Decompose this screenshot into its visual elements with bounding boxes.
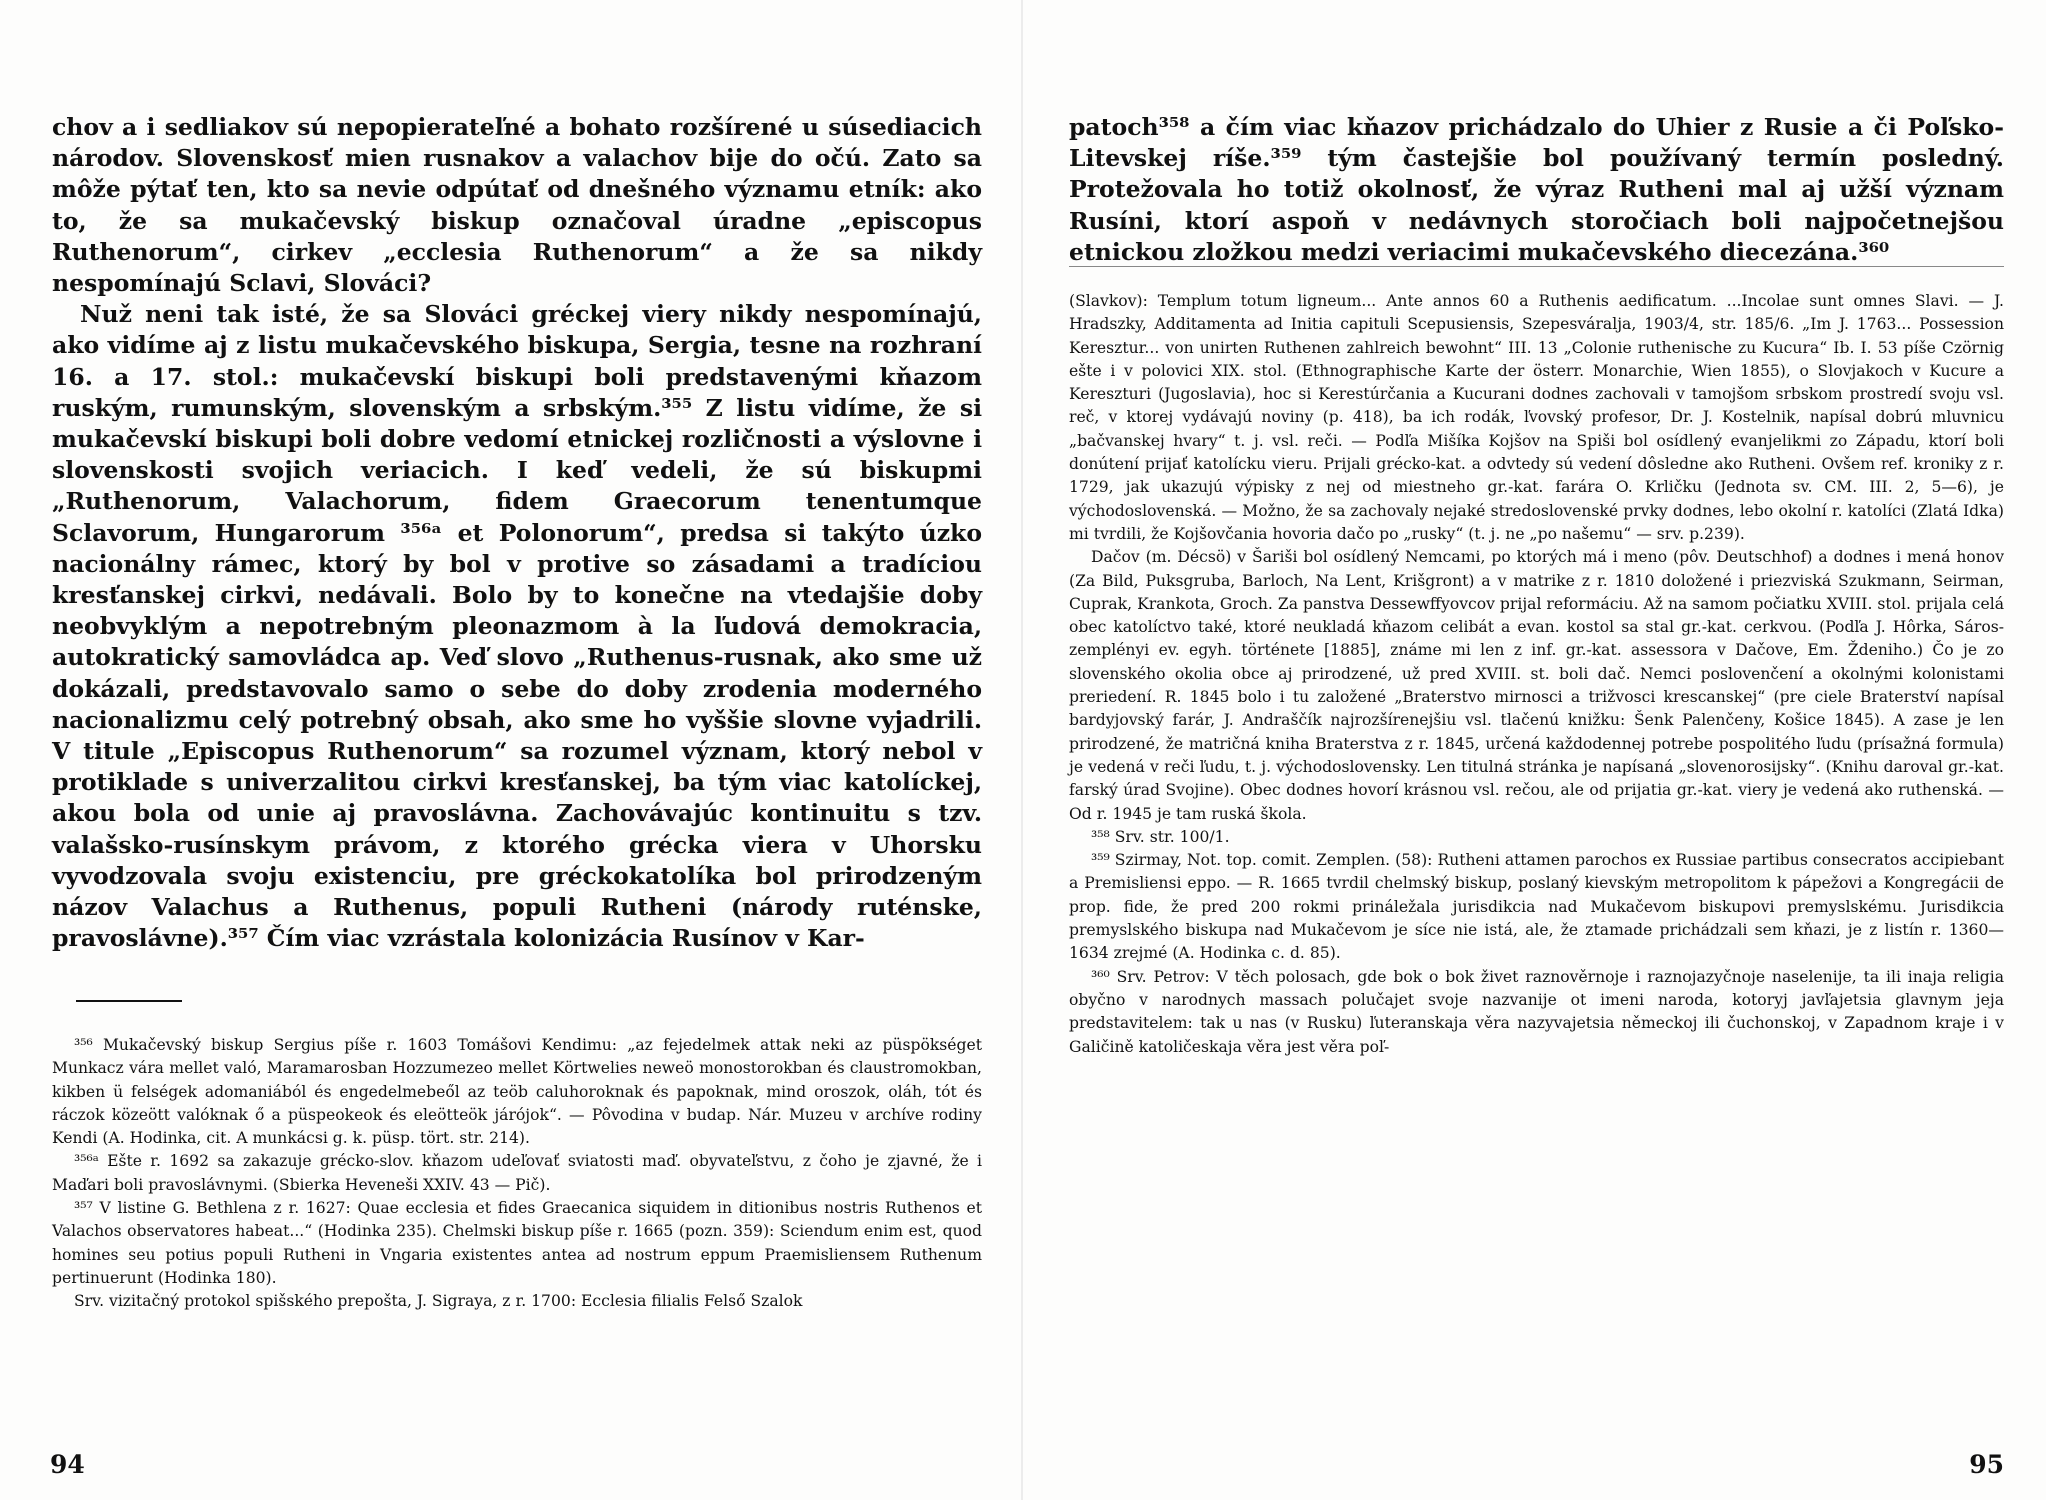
footnote-rule <box>1069 266 2004 267</box>
page-number: 94 <box>50 1450 85 1479</box>
footnote: ³⁵⁹ Szirmay, Not. top. comit. Zemplen. (58): Rutheni attamen parochos ex Russiae partibus consecratos accipiebant a Premisliensi eppo. — R. 1665 tvrdil chelmský biskup, poslaný kievským metropolitom k pápežovi a Kongregácii de prop. fide, že pred 200 rokmi prináležala jurisdikcia nad Mukačevom biskupovi premyslskému. Jurisdikcia premyslského biskupa nad Mukačevom je síce nie istá, ale, že ztamade prichádzali sem kňazi, je z listín r. 1360—1634 zrejmé (A. Hodinka c. d. 85). <box>1069 851 2004 963</box>
footnote: (Slavkov): Templum totum ligneum... Ante annos 60 a Ruthenis aedificatum. ...Incolae sunt omnes Slavi. — J. Hradszky, Additamenta ad Initia capituli Scepusiensis, Szepesváralja, 1903/4, str. 185/6. „Im J. 1763... Possession Keresztur... von unirten Ruthenen zahlreich bewohnt“ III. 13 „Colonie ruthenische zu Kucura“ Ib. I. 53 píše Czörnig ešte i v polovici XIX. stol. (Ethnographische Karte der österr. Monarchie, Wien 1855), o Slovjakoch v Kucure a Kereszturi (Jugoslavia), hoc si Kerestúrčania a Kucurani dodnes zachovali v tamojšom srbskom prostredí svoju vsl. reč, v ktorej vydávajú noviny (p. 418), ba ich rodák, ľvovský profesor, Dr. J. Kostelnik, napísal dobrú mluvnicu „bačvanskej hvary“ t. j. vsl. reči. — Podľa Mišíka Kojšov na Spiši bol osídlený evanjelikmi zo Západu, ktorí boli donútení prijať katolícku vieru. Prijali grécko-kat. a odvtedy sú vedení dôsledne ako Rutheni. Ovšem ref. kroniky z r. 1729, jak ukazujú výpisky z nej od miestneho gr.-kat. farára O. Krličku (Jednota sv. CM. III. 2, 5—6), je východoslovenská. — Možno, že sa zachovaly nejaké stredoslovenské prvky dodnes, lebo okolní r. katolíci (Zlatá Idka) mi tvrdili, že Kojšovčania hovoria dačo po „rusky“ (t. j. ne „po našemu“ — srv. p.239). <box>1069 292 2004 543</box>
footnote: ³⁵⁸ Srv. str. 100/1. <box>1091 827 1230 846</box>
right-footnotes <box>1069 290 2004 1059</box>
footnote: Dačov (m. Décsö) v Šariši bol osídlený Nemcami, po ktorých má i meno (pôv. Deutschhof) a dodnes i mená honov (Za Bild, Puksgruba, Barloch, Na Lent, Krišgront) a v matrike z r. 1810 doložené i priezviská Szukmann, Seirman, Cuprak, Krankota, Groch. Za panstva Dessewffyovcov prijal reformáciu. Až na samom počiatku XVIII. stol. prijala celá obec katolíctvo také, ktoré neukladá kňazom celibát a evan. kostol sa stal gr.-kat. cerkvou. (Podľa J. Hôrka, Sáros-zemplényi ev. egyh. története [1885], známe mi len z inf. gr.-kat. assessora v Dačove, Em. Ždeniho.) Čo je zo slovenského okolia obce aj prirodzené, už pred XVIII. st. boli dač. Nemci poslovenčení a okolnými kolonistami preriedení. R. 1845 bolo i tu založené „Braterstvo mirnosci a trižvosci krescanskej“ (pre ciele Braterství napísal bardyjovský farár, J. Andraščík najrozšírenejšiu vsl. tlačenú knižku: Šenk Palenčeny, Košice 1845). A zase je len prirodzené, že matričná kniha Braterstva z r. 1845, určená každodennej potrebe pospolitého ľudu (prísažná formula) je vedená v reči ľudu, t. j. východoslovensky. Len titulná stránka je napísaná „slovenorosijsky“. (Knihu daroval gr.-kat. farský úrad Svojine). Obec dodnes hovorí krásnou vsl. rečou, ale od prijatia gr.-kat. viery je vedená ako ruthenská. — Od r. 1945 je tam ruská škola. <box>1069 548 2004 823</box>
main-paragraph: Nuž neni tak isté, že sa Slováci gréckej viery nikdy nespomínajú, ako vidíme aj z listu mukačevského biskupa, Sergia, tesne na rozhraní 16. a 17. stol.: mukačevskí biskupi boli predstavenými kňazom ruským, rumunským, slovenským a srbským.³⁵⁵ Z listu vidíme, že si mukačevskí biskupi boli dobre vedomí etnickej rozličnosti a výslovne i slovenskosti svojich veriacich. I keď vedeli, že sú biskupmi „Ruthenorum, Valachorum, fidem Graecorum tenentumque Sclavorum, Hungarorum ³⁵⁶ᵃ et Polonorum“, predsa si takýto úzko nacionálny rámec, ktorý by bol v protive so zásadami a tradíciou kresťanskej cirkvi, nedávali. Bolo by to konečne na vtedajšie doby neobvyklým a nepotrebným pleonazmom à la ľudová demokracia, autokratický samovládca ap. Veď slovo „Ruthenus-rusnak, ako sme už dokázali, predstavovalo samo o sebe do doby zrodenia moderného nacionalizmu celý potrebný obsah, ako sme ho vyššie slovne vyjadrili. V titule „Episcopus Ruthenorum“ sa rozumel význam, ktorý nebol v protiklade s univerzalitou cirkvi kresťanskej, ba tým viac katolíckej, akou bola od unie aj pravoslávna. Zachovávajúc kontinuitu s tzv. valašsko-rusínskym právom, z ktorého grécka viera v Uhorsku vyvodzovala svoju existenciu, pre gréckokatolíka bol prirodzeným názov Valachus a Ruthenus, populi Rutheni (národy ruténske, pravoslávne).³⁵⁷ Čím viac vzrástala kolonizácia Rusínov v Kar- <box>52 300 982 953</box>
footnote-rule <box>76 1000 182 1002</box>
footnote: ³⁵⁶ Mukačevský biskup Sergius píše r. 1603 Tomášovi Kendimu: „az fejedelmek attak neki az püspökséget Munkacz vára mellet való, Maramarosban Hozzumezeo mellet Körtwelies neweö monostorokban és claustromokban, kikben ü felségek adomaniából és engedelmebeől az teöb caluhoroknak és papoknak, mind oroszok, oláh, tót és ráczok közeött valóknak ő a püspeokeok és eleötteök járójok“. — Pôvodina v budap. Nár. Muzeu v archíve rodiny Kendi (A. Hodinka, cit. A munkácsi g. k. püsp. tört. str. 214). <box>52 1036 982 1148</box>
footnote: ³⁵⁷ V listine G. Bethlena z r. 1627: Quae ecclesia et fides Graecanica siquidem in ditionibus nostris Ruthenos et Valachos observatores habeat...“ (Hodinka 235). Chelmski biskup píše r. 1665 (pozn. 359): Sciendum enim est, quod homines seu potius populi Rutheni in Vngaria existentes antea ad nostrum eppum Praemisliensem Ruthenum pertinuerunt (Hodinka 180). <box>52 1199 982 1287</box>
page-number: 95 <box>1969 1450 2004 1479</box>
left-footnotes <box>52 1034 982 1314</box>
footnote: ³⁶⁰ Srv. Petrov: V těch polosach, gde bok o bok živet raznověrnoje i raznojazyčnoje naselenije, ta ili inaja religia obyčno v narodnych massach polučajet svoje nazvanije ot imeni naroda, kotoryj javľajetsia glavnym jeja predstavitelem: tak u nas (v Rusku) ľuteranskaja věra nazyvajetsia německoj ili čuchonskoj, v Zapadnom kraje i v Galičině katoličeskaja věra jest věra poľ- <box>1069 967 2004 1056</box>
main-paragraph: chov a i sedliakov sú nepopierateľné a bohato rozšírené u súsediacich národov. Slovenskosť mien rusnakov a valachov bije do očú. Zato sa môže pýtať ten, kto sa nevie odpútať od dnešného významu etník: ako to, že sa mukačevský biskup označoval úradne „episcopus Ruthenorum“, cirkev „ecclesia Ruthenorum“ a že sa nikdy nespomínajú Sclavi, Slováci? <box>52 113 982 298</box>
right-page <box>1023 0 2046 1500</box>
right-main-text <box>1069 112 2004 268</box>
main-paragraph: patoch³⁵⁸ a čím viac kňazov prichádzalo do Uhier z Rusie a či Poľsko-Litevskej ríše.³⁵⁹ tým častejšie bol používaný termín posledný. Protežovala ho totiž okolnosť, že výraz Rutheni mal aj užší význam Rusíni, ktorí aspoň v nedávnych storočiach boli najpočetnejšou etnickou zložkou medzi veriacimi mukačevského diecezána.³⁶⁰ <box>1069 113 2004 266</box>
footnote: ³⁵⁶ᵃ Ešte r. 1692 sa zakazuje grécko-slov. kňazom udeľovať sviatosti maď. obyvateľstvu, z čoho je zjavné, že i Maďari boli pravoslávnymi. (Sbierka Heveneši XXIV. 43 — Pič). <box>52 1152 982 1194</box>
footnote: Srv. vizitačný protokol spišského prepošta, J. Sigraya, z r. 1700: Ecclesia filialis Felső Szalok <box>74 1292 803 1311</box>
left-main-text <box>52 112 982 954</box>
